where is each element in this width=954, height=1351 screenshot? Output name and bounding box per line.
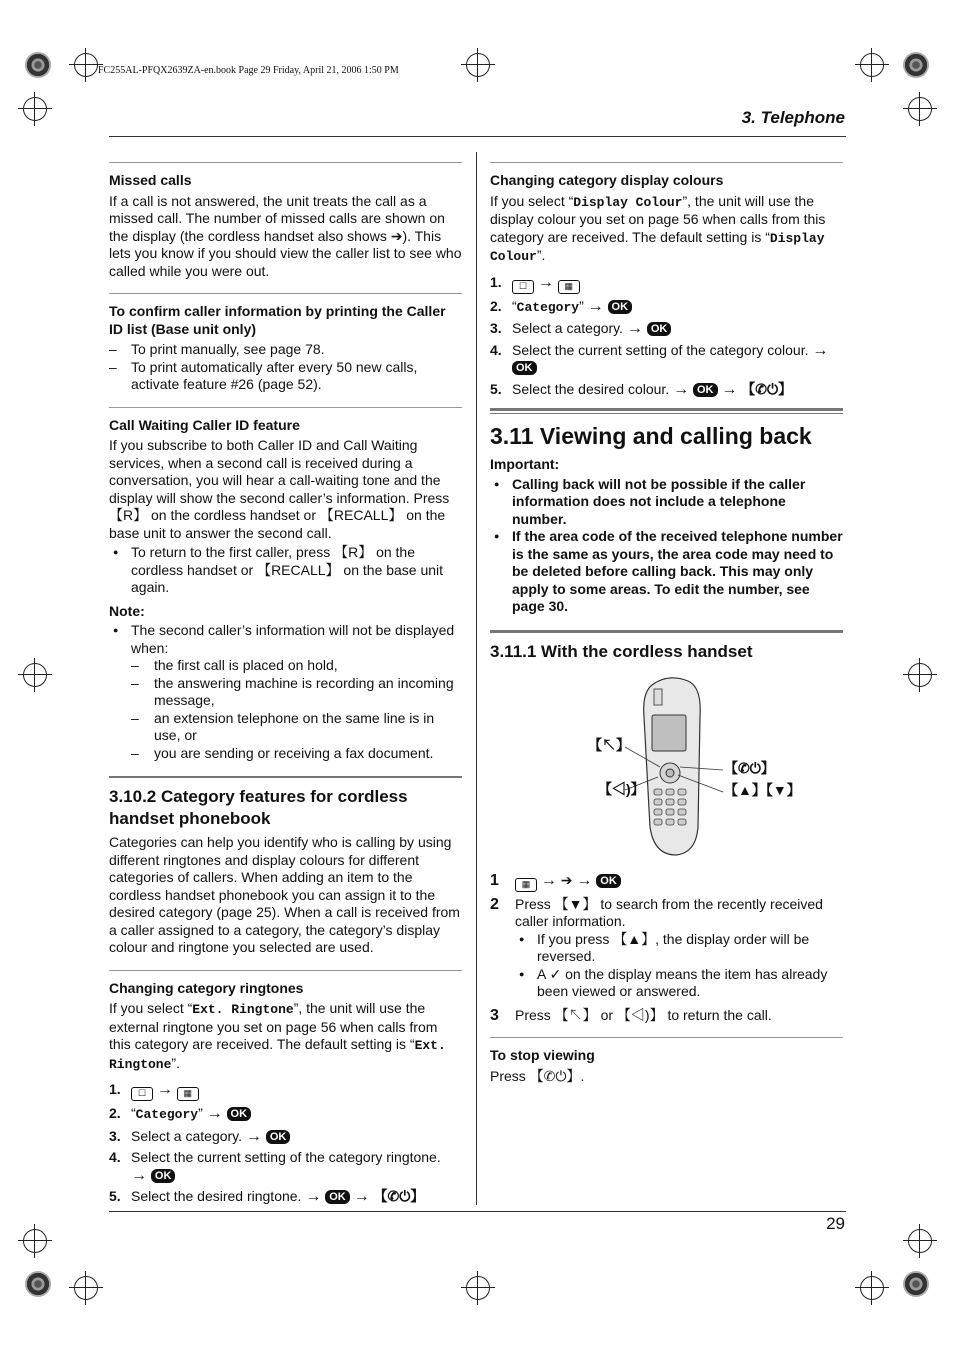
ok-key-icon: OK [151,1169,176,1183]
ok-key-icon: OK [596,874,621,888]
off-key-label: 【✆⏻】 [724,759,775,776]
divider [490,1037,843,1038]
crosshair-mark [74,1276,98,1300]
crosshair-mark [23,1229,47,1253]
print-title: To confirm caller information by printing the Caller ID list (Base unit only) [109,303,446,337]
divider [490,162,843,163]
divider [490,630,843,633]
ok-key-icon: OK [608,300,633,314]
crosshair-mark [908,663,932,687]
step: 4. Select the current setting of the category ringtone. → OK [109,1149,441,1184]
stop-viewing-title: To stop viewing [490,1047,595,1063]
crosshair-mark [908,97,932,121]
list-item: ● The second caller’s information will not be displayed when: [109,622,462,657]
ok-key-icon: OK [266,1130,291,1144]
crosshair-mark [23,97,47,121]
divider [109,970,462,971]
step: 5. Select the desired ringtone. → OK → 【✆⏻】 [109,1188,425,1205]
call-waiting-body: If you subscribe to both Caller ID and Call Waiting services, when a second call is received during a conversation, you will hear a call-waiting tone and the display will show the second caller’s information. Press 【R】 on the cordless handset or 【RECALL】 on the base unit to answer the second call. [109,437,450,541]
step: 1. ☐ → ▦ [490,274,843,294]
colours-intro: If you select “Display Colour”, the unit will use the display colour you set on page 56 when calls from this category are received. The default setting is “Display Colour”. [490,192,826,264]
ok-key-icon: OK [512,361,537,375]
step: 3. Select a category. → OK [490,320,843,338]
off-key-icon: 【✆⏻】 [373,1188,425,1204]
colours-title: Changing category display colours [490,172,724,188]
list-item: ● To return to the first caller, press 【R】 on the cordless handset or 【RECALL】 on the base unit again. [109,544,462,597]
list-item: – the first call is placed on hold, [109,657,462,675]
ok-key-icon: OK [647,322,672,336]
list-item: – To print automatically after every 50 new calls, activate feature #26 (page 52). [109,359,462,394]
viewing-title: 3.11 Viewing and calling back [490,423,812,449]
talk-key-label: 【↖】 [588,736,630,753]
crosshair-mark [860,1276,884,1300]
file-header: FC255AL-PFQX2639ZA-en.book Page 29 Friday, April 21, 2006 1:50 PM [98,65,399,76]
registration-rosette [25,1271,51,1297]
category-body: Categories can help you identify who is calling by using different ringtones and display colours for different categories of callers. When adding an item to the cordless handset phonebook you can assign it to the desired category (page 25). When a call is received from a caller assigned to a category, the category’s display colour and ringtone you selected are used. [109,834,460,955]
right-column [490,162,843,1087]
divider [109,162,462,163]
ok-key-icon: OK [325,1190,350,1204]
list-item: ● A ✓ on the display means the item has already been viewed or answered. [515,966,843,1001]
off-key-icon: 【✆⏻】 [741,380,793,397]
phonebook-icon: ☐ [131,1087,153,1101]
crosshair-mark [860,53,884,77]
missed-calls-body: If a call is not answered, the unit treats the call as a missed call. The number of missed calls are shown on the display (the cordless handset also shows ➔). This lets you know if you should view the caller list to see who called while you were out. [109,192,462,279]
menu-icon: ▦ [177,1087,199,1101]
list-item: ● If you press 【▲】, the display order will be reversed. [515,931,843,966]
caller-list-icon: ➔ [560,871,573,888]
column-divider [476,152,477,1205]
step: 2. “Category” → OK [490,298,843,317]
menu-icon: ▦ [515,878,537,892]
ringtones-title: Changing category ringtones [109,979,304,996]
crosshair-mark [908,1229,932,1253]
footer-rule [109,1211,846,1212]
step: 2 Press 【▼】 to search from the recently received caller information. [490,895,823,929]
divider [109,293,462,294]
divider [109,407,462,408]
crosshair-mark [23,663,47,687]
registration-rosette [25,52,51,78]
list-item: ● Calling back will not be possible if the caller information does not include a telephone number. [490,476,843,529]
section-title: 3. Telephone [741,108,845,127]
handset-figure [490,667,843,872]
registration-rosette [903,52,929,78]
step: 3. Select a category. → OK [109,1128,462,1146]
step: 3 Press 【↖】 or 【◁)】 to return the call. [490,1006,772,1024]
ok-key-icon: OK [227,1107,252,1121]
missed-calls-title: Missed calls [109,172,192,188]
step: 1 ▦ → ➔ → OK [490,872,843,892]
call-waiting-title: Call Waiting Caller ID feature [109,416,300,433]
phonebook-icon: ☐ [512,280,534,294]
registration-rosette [903,1271,929,1297]
divider [109,776,462,778]
cordless-handset-title: 3.11.1 With the cordless handset [490,641,753,661]
speaker-key-label: 【◁)】 [598,780,645,797]
list-item: – an extension telephone on the same line is in use, or [109,710,462,745]
step: 4. Select the current setting of the category colour. → OK [490,341,829,374]
crosshair-mark [466,1276,490,1300]
category-title: 3.10.2 Category features for cordless handset phonebook [109,787,408,828]
crosshair-mark [466,53,490,77]
step: 1. ☐ → ▦ [109,1081,462,1101]
step: 2. “Category” → OK [109,1105,462,1124]
ok-key-icon: OK [693,383,718,397]
note-label: Note: [109,602,145,619]
left-column [109,162,462,1210]
page-number: 29 [826,1214,845,1233]
crosshair-mark [74,53,98,77]
list-item: ● If the area code of the received telephone number is the same as yours, the area code may need to be deleted before calling back. This may only apply to some areas. To edit the number, see page 30. [490,528,843,616]
nav-key-label: 【▲】【▼】 [724,781,801,798]
divider [490,408,843,414]
list-item: – the answering machine is recording an incoming message, [109,675,462,710]
list-item: – To print manually, see page 78. [109,341,462,359]
important-label: Important: [490,456,560,472]
ringtones-intro: If you select “Ext. Ringtone”, the unit will use the external ringtone you set on page 56 when calls from this category are received. The default setting is “Ext. Ringtone”. [109,1000,446,1072]
step: 5. Select the desired colour. → OK → 【✆⏻】 [490,380,793,398]
handset-illustration [490,667,843,872]
header-rule [109,136,846,137]
menu-icon: ▦ [558,280,580,294]
stop-viewing-body: Press 【✆⏻】. [490,1067,585,1084]
list-item: – you are sending or receiving a fax document. [109,745,462,763]
